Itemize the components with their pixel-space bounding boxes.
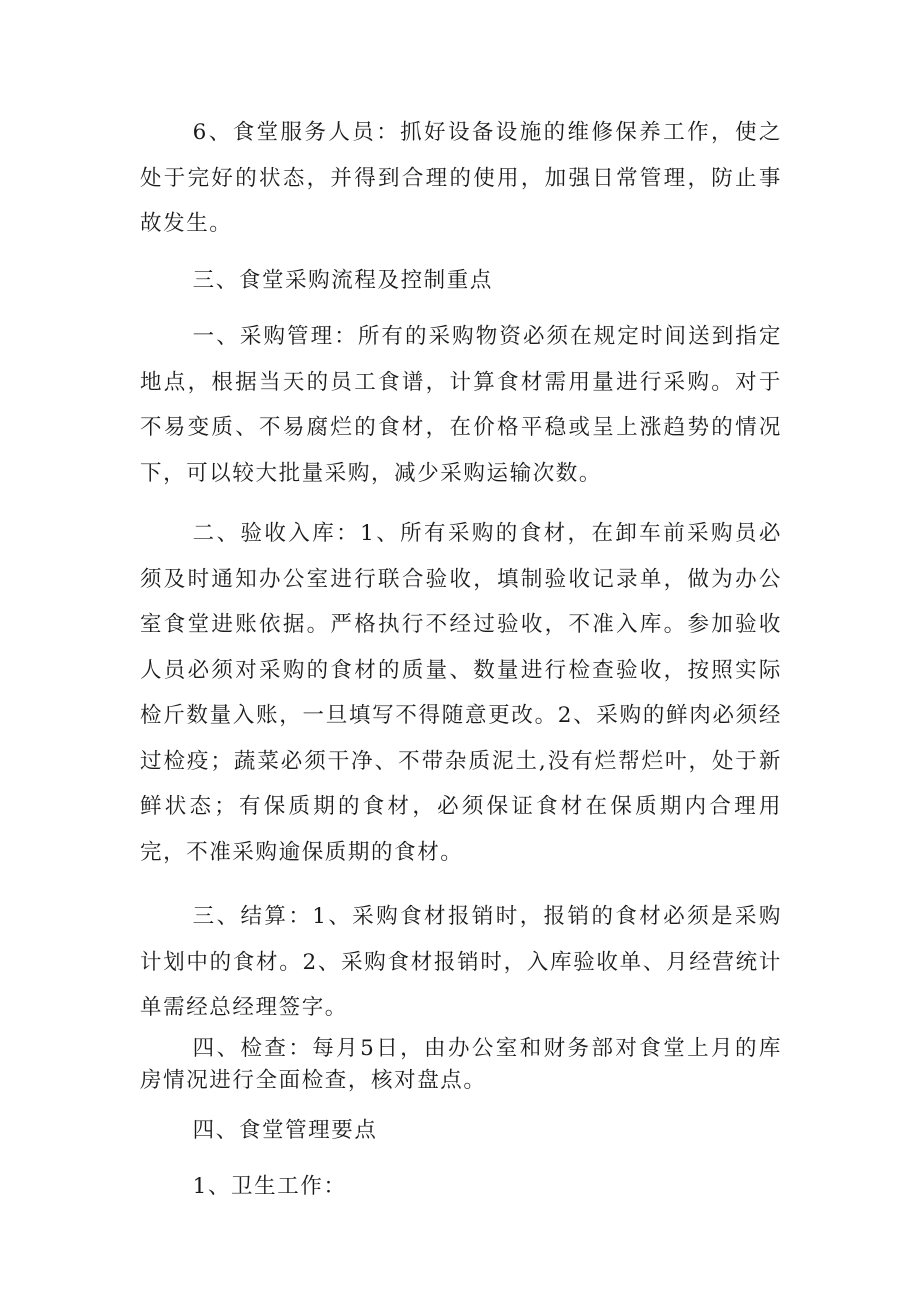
subheading-hygiene: 1、卫生工作： [192,1174,347,1199]
paragraph-canteen-staff: 6、食堂服务人员：抓好设备设施的维修保养工作，使之处于完好的状态，并得到合理的使用，加强日常管理，防止事故发生。 [140,120,782,236]
paragraph-procurement-management: 一、采购管理：所有的采购物资必须在规定时间送到指定地点，根据当天的员工食谱，计算食材需用量进行采购。对于不易变质、不易腐烂的食材，在价格平稳或呈上涨趋势的情况下，可以较大批量采购，减少采购运输次数。 [140,324,782,486]
paragraph-monthly-check: 四、检查：每月5日，由办公室和财务部对食堂上月的库房情况进行全面检查，核对盘点。 [140,1035,782,1093]
document-body [140,110,782,1210]
section-heading-procurement: 三、食堂采购流程及控制重点 [192,267,493,293]
section-heading-management: 四、食堂管理要点 [192,1117,378,1143]
paragraph-settlement: 三、结算：1、采购食材报销时，报销的食材必须是采购计划中的食材。2、采购食材报销时，入库验收单、月经营统计单需经总经理签字。 [140,904,782,1020]
paragraph-inspection-storage: 二、验收入库：1、所有采购的食材，在卸车前采购员必须及时通知办公室进行联合验收，填制验收记录单，做为办公室食堂进账依据。严格执行不经过验收，不准入库。参加验收人员必须对采购的食材的质量、数量进行检查验收，按照实际检斤数量入账，一旦填写不得随意更改。2、采购的鲜肉必须经过检疫；蔬菜必须干净、不带杂质泥土,没有烂帮烂叶，处于新鲜状态；有保质期的食材，必须保证食材在保质期内合理用完，不准采购逾保质期的食材。 [140,521,782,865]
